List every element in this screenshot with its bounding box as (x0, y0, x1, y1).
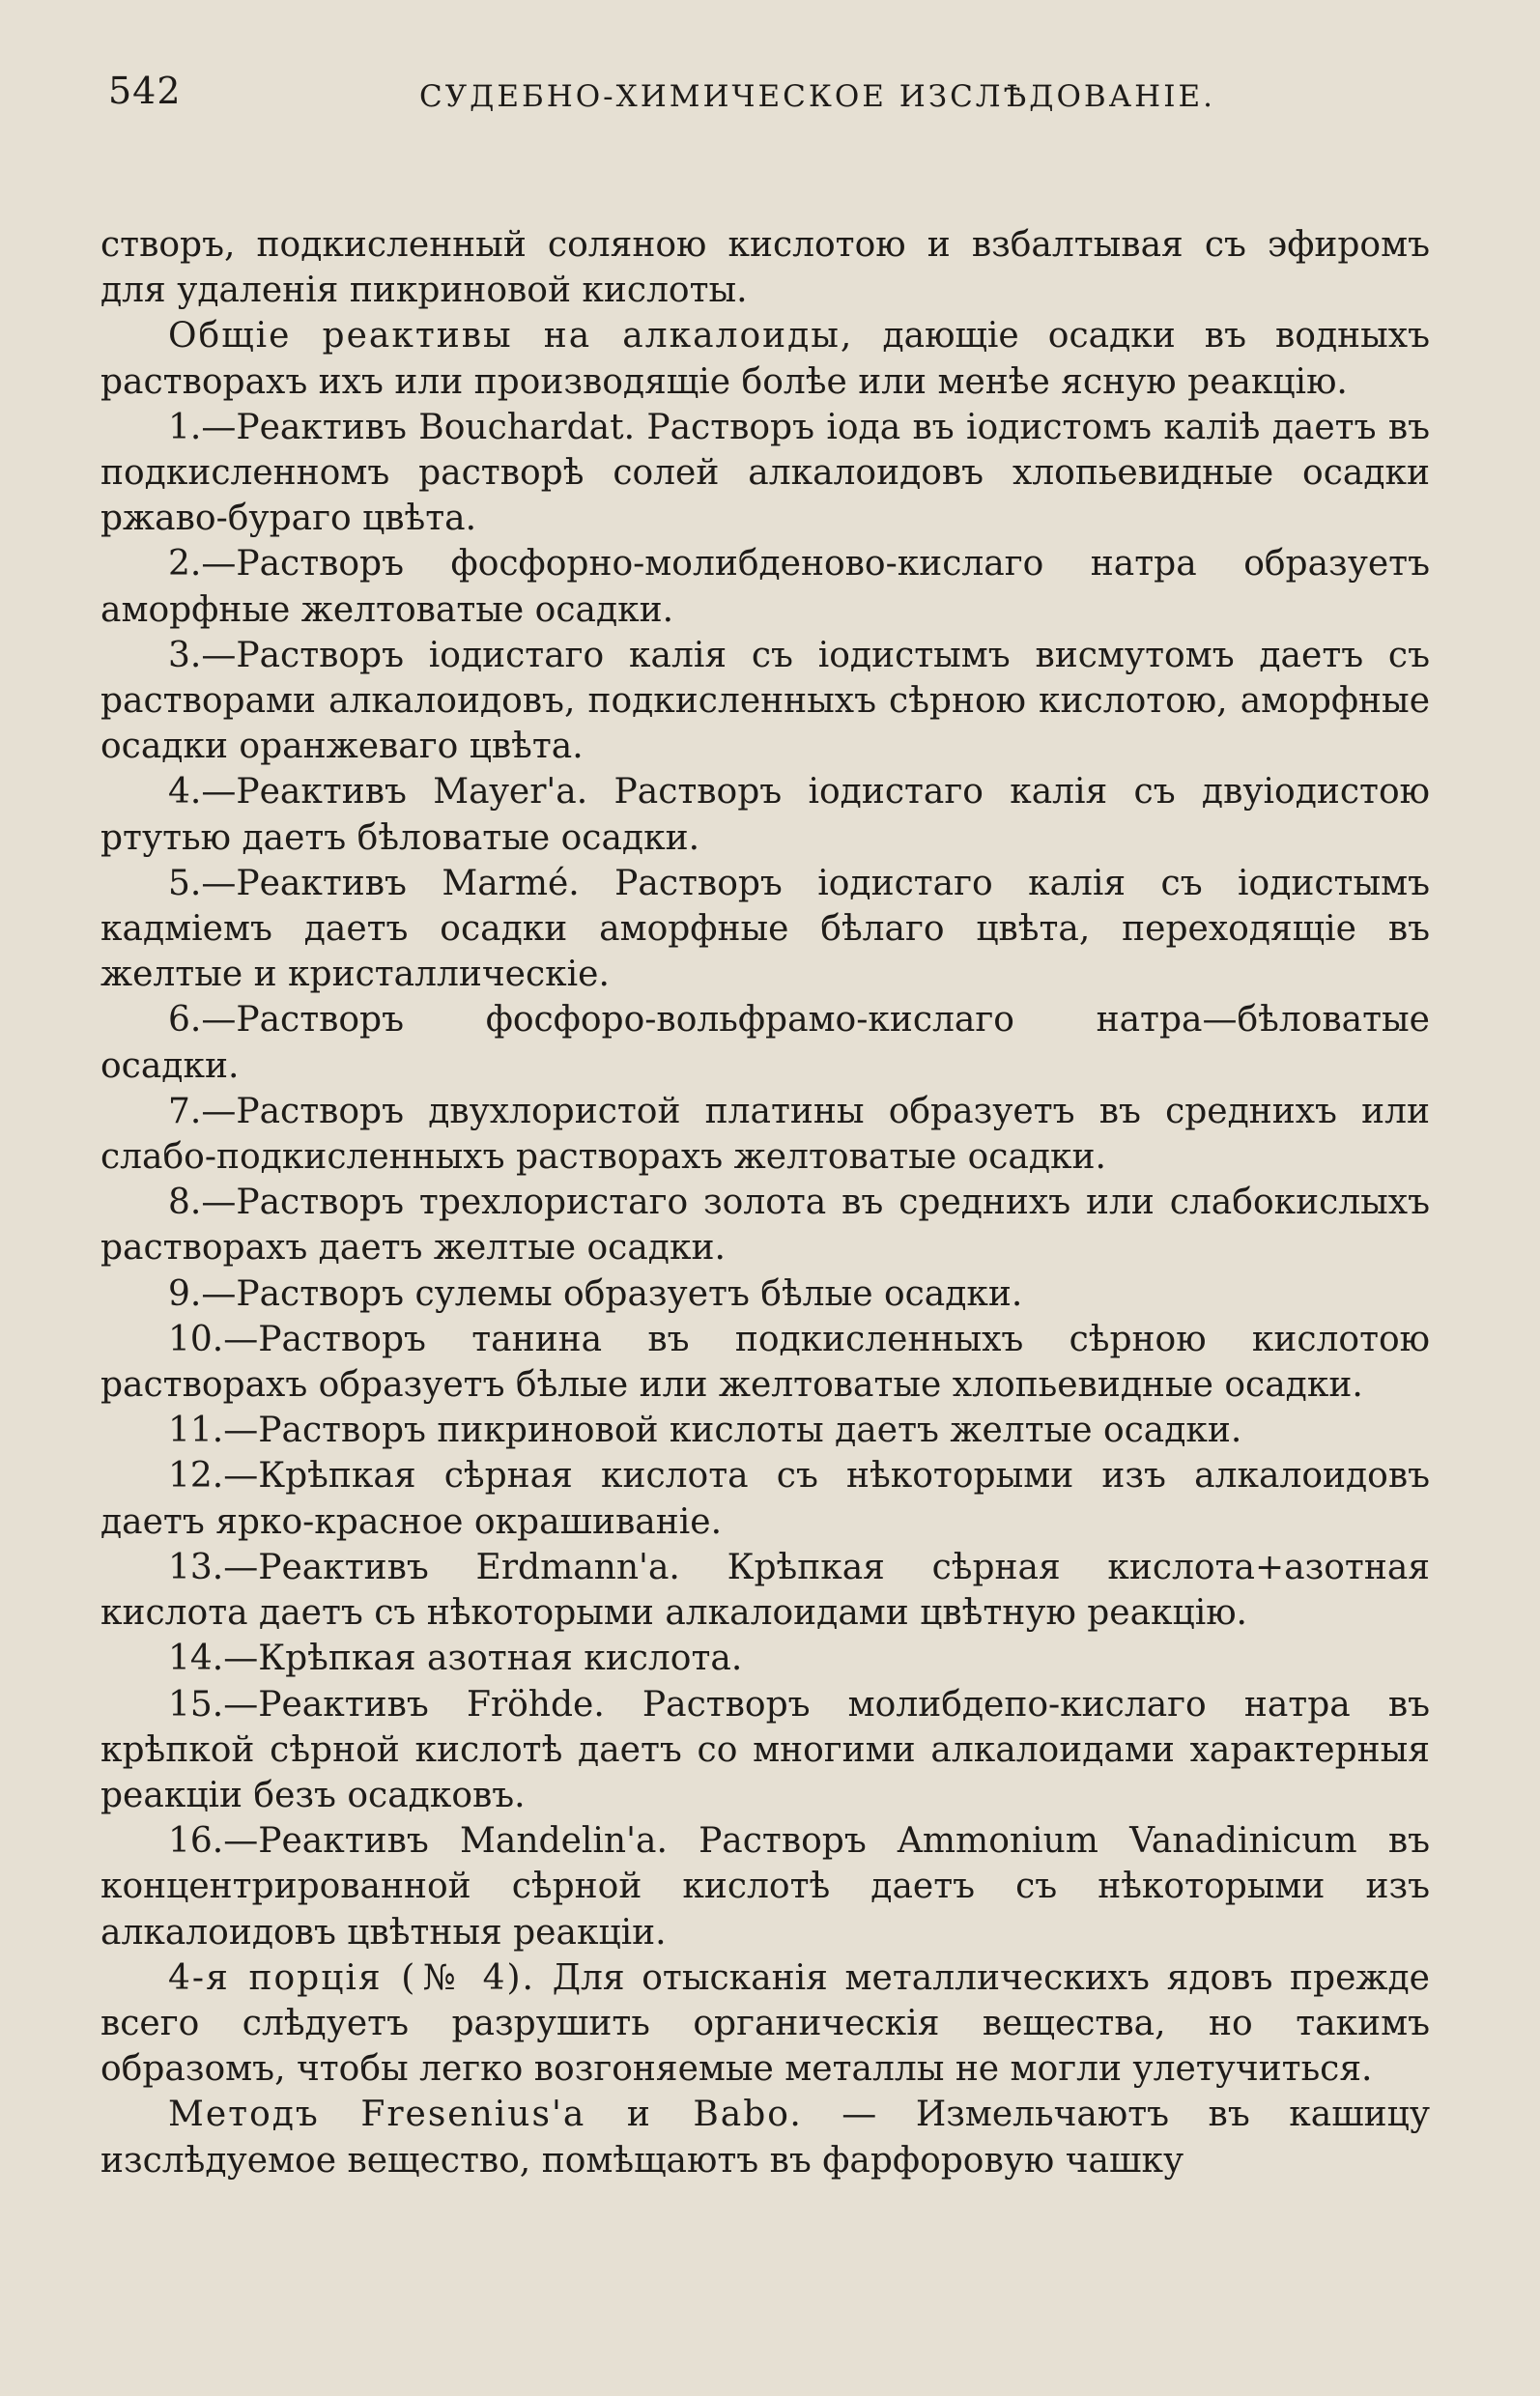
paragraph-text: Для отысканія металлическихъ ядовъ прежде всего слѣдуетъ разрушить органическія вещества, но такимъ образомъ, чтобы легко возгоняемые металлы не могли улетучиться. (100, 1957, 1430, 2090)
paragraph-lead: Общіе реактивы на алкалоиды, (168, 316, 854, 357)
paragraph-lead: 4-я порція (№ 4). (168, 1957, 535, 1998)
reagent-item-3 (100, 633, 1430, 770)
reagent-item-8 (100, 1180, 1430, 1270)
paragraph-text: 7.—Растворъ двухлористой платины образуетъ въ среднихъ или слабо-подкисленныхъ растворахъ желтоватые осадки. (100, 1091, 1430, 1178)
page-header (100, 70, 1430, 137)
body-text (100, 222, 1430, 2183)
paragraph-portion-4 (100, 1955, 1430, 2093)
reagent-item-13 (100, 1545, 1430, 1636)
paragraph-text: 5.—Реактивъ Marmé. Растворъ іодистаго калія съ іодистымъ кадміемъ даетъ осадки аморфные бѣлаго цвѣта, переходящіе въ желтые и кристаллическіе. (100, 863, 1430, 995)
paragraph-text: — Измельчаютъ въ кашицу изслѣдуемое вещество, помѣщаютъ въ фарфоровую чашку (100, 2095, 1430, 2181)
paragraph-text: 8.—Растворъ трехлористаго золота въ среднихъ или слабокислыхъ растворахъ даетъ желтые осадки. (100, 1183, 1430, 1269)
paragraph-text: 14.—Крѣпкая азотная кислота. (168, 1639, 743, 1679)
paragraph-method (100, 2092, 1430, 2182)
paragraph-text: 3.—Растворъ іодистаго калія съ іодистымъ висмутомъ даетъ съ растворами алкалоидовъ, подкисленныхъ сѣрною кислотою, аморфные осадки оранжеваго цвѣта. (100, 635, 1430, 767)
paragraph-continuation (100, 222, 1430, 313)
reagent-item-4 (100, 769, 1430, 860)
reagent-item-9 (100, 1271, 1430, 1317)
reagent-item-15 (100, 1682, 1430, 1819)
paragraph-text: 16.—Реактивъ Mandelin'a. Растворъ Ammonium Vanadinicum въ концентрированной сѣрной кислотѣ даетъ съ нѣкоторыми изъ алкалоидовъ цвѣтныя реакціи. (100, 1821, 1430, 1953)
reagent-item-12 (100, 1453, 1430, 1544)
reagent-item-10 (100, 1317, 1430, 1408)
paragraph-text: 15.—Реактивъ Fröhde. Растворъ молибдепо-кислаго натра въ крѣпкой сѣрной кислотѣ даетъ со многими алкалоидами характерныя реакціи безъ осадковъ. (100, 1684, 1430, 1815)
reagent-item-11 (100, 1408, 1430, 1453)
reagent-item-16 (100, 1818, 1430, 1955)
paragraph-text: 6.—Растворъ фосфоро-вольфрамо-кислаго натра—бѣловатые осадки. (100, 1000, 1430, 1086)
reagent-item-5 (100, 861, 1430, 998)
paragraph-text: 12.—Крѣпкая сѣрная кислота съ нѣкоторыми изъ алкалоидовъ даетъ ярко-красное окрашиваніе. (100, 1456, 1430, 1542)
reagent-item-2 (100, 541, 1430, 632)
paragraph-general-reagents (100, 313, 1430, 404)
paragraph-text: створъ, подкисленный соляною кислотою и взбалтывая съ эфиромъ для удаленія пикриновой кислоты. (100, 225, 1430, 311)
paragraph-text: 2.—Растворъ фосфорно-молибденово-кислаго натра образуетъ аморфные желтоватые осадки. (100, 544, 1430, 630)
reagent-item-7 (100, 1089, 1430, 1180)
paragraph-text: 11.—Растворъ пикриновой кислоты даетъ желтые осадки. (168, 1411, 1242, 1451)
paragraph-text: 1.—Реактивъ Bouchardat. Растворъ іода въ іодистомъ каліѣ даетъ въ подкисленномъ растворѣ солей алкалоидовъ хлопьевидные осадки ржаво-бураго цвѣта. (100, 407, 1430, 539)
paragraph-text: 4.—Реактивъ Mayer'a. Растворъ іодистаго калія съ двуіодистою ртутью даетъ бѣловатые осадки. (100, 772, 1430, 858)
paragraph-text: дающіе осадки въ водныхъ растворахъ ихъ или производящіе болѣе или менѣе ясную реакцію. (100, 316, 1430, 402)
paragraph-text: 13.—Реактивъ Erdmann'a. Крѣпкая сѣрная кислота+азотная кислота даетъ съ нѣкоторыми алкалоидами цвѣтную реакцію. (100, 1547, 1430, 1634)
running-title: СУДЕБНО-ХИМИЧЕСКОЕ ИЗСЛѢДОВАНІЕ. (419, 79, 1215, 114)
paragraph-lead: Методъ Fresenius'a и Babo. (168, 2095, 803, 2135)
page-number: 542 (108, 70, 182, 112)
reagent-item-1 (100, 405, 1430, 542)
paragraph-text: 10.—Растворъ танина въ подкисленныхъ сѣрною кислотою растворахъ образуетъ бѣлые или желтоватые хлопьевидные осадки. (100, 1319, 1430, 1406)
reagent-item-6 (100, 997, 1430, 1088)
reagent-item-14 (100, 1636, 1430, 1681)
paragraph-text: 9.—Растворъ сулемы образуетъ бѣлые осадки. (168, 1273, 1023, 1314)
